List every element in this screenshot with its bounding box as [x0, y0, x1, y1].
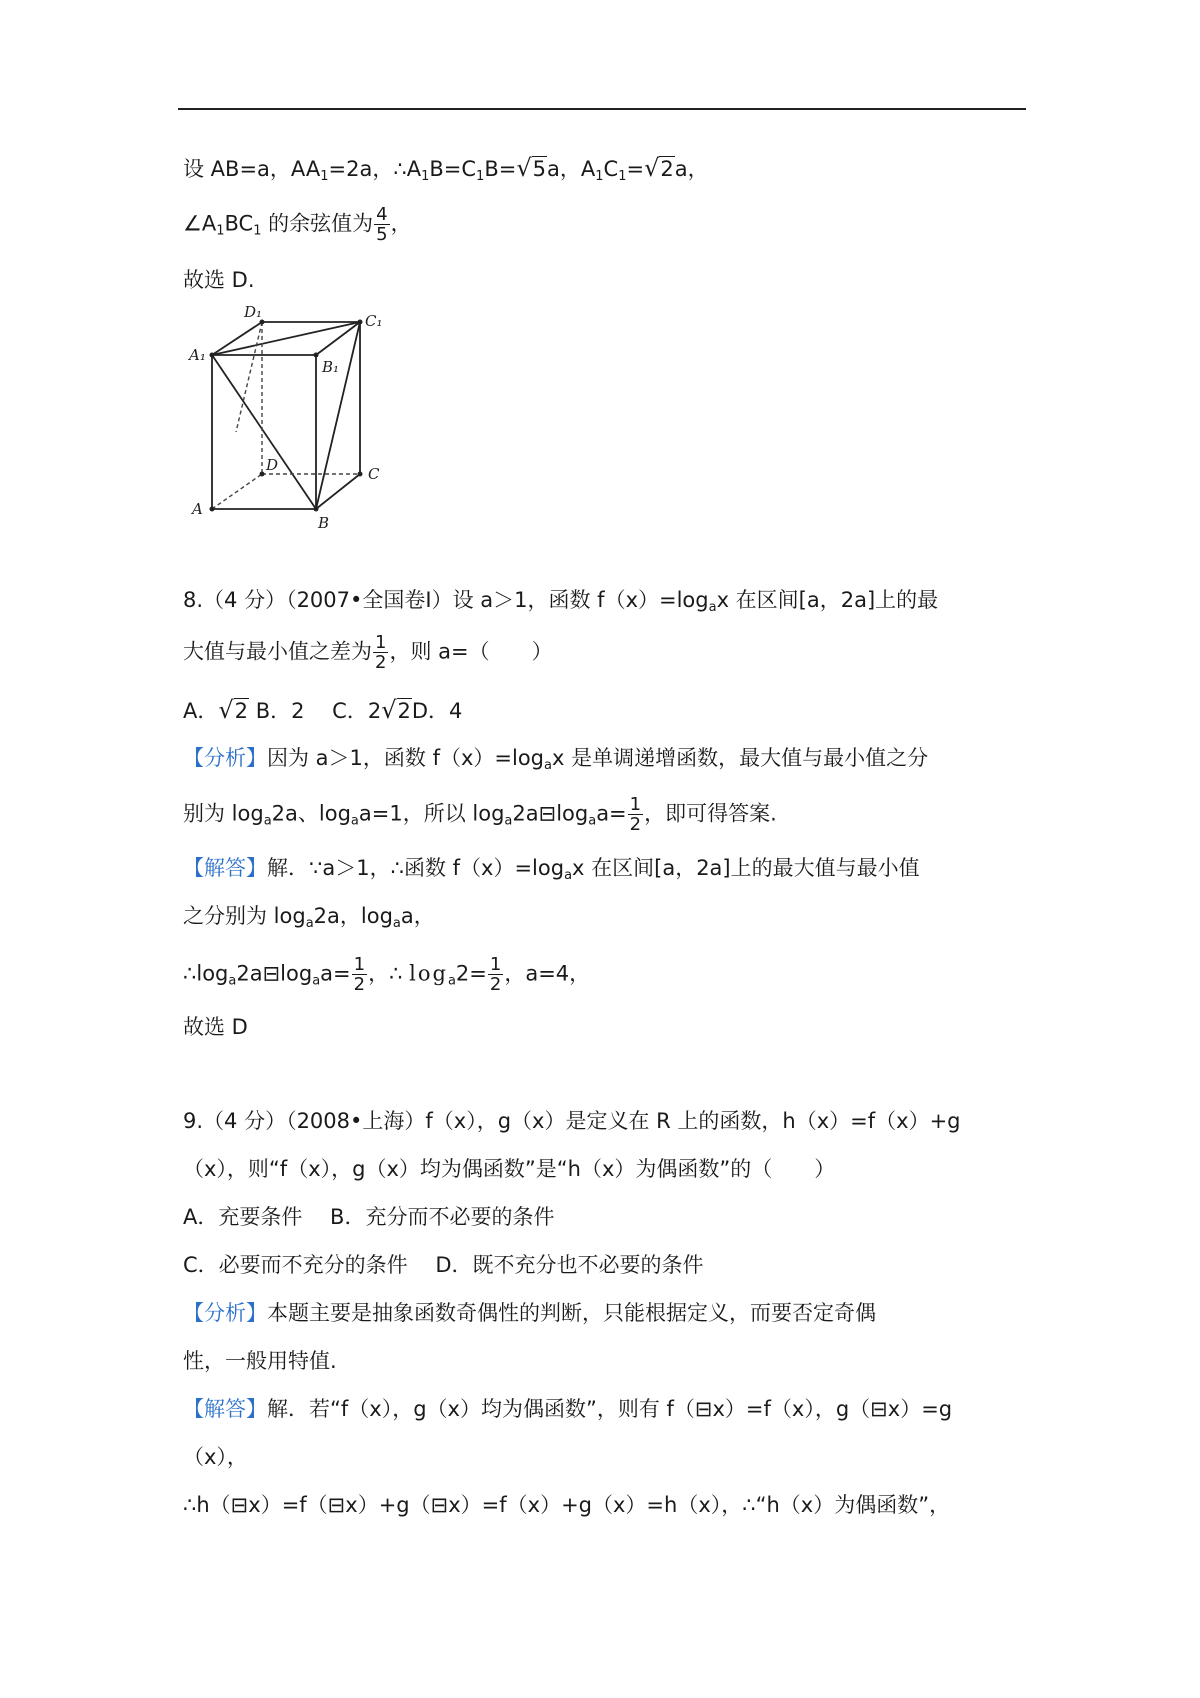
answer-tag: 【解答】	[183, 856, 267, 880]
analysis-tag: 【分析】	[183, 1301, 267, 1325]
q9-stem-line-2: （x），则“f（x），g（x）均为偶函数”是“h（x）为偶函数”的（ ）	[183, 1157, 836, 1181]
q9-answer-line-1: 【解答】解．若“f（x），g（x）均为偶函数”，则有 f（⊟x）=f（x），g（⊟x）=g	[183, 1397, 953, 1421]
q9-options-ab: A．充要条件 B．充分而不必要的条件	[183, 1205, 555, 1229]
label-D: D	[266, 456, 279, 474]
label-A1: A₁	[189, 346, 206, 364]
label-C: C	[368, 465, 380, 483]
q9-stem-line-1: 9.（4 分）（2008•上海）f（x），g（x）是定义在 R 上的函数，h（x）=f（x）+g	[183, 1109, 961, 1133]
header-rule	[178, 108, 1026, 110]
label-A: A	[192, 500, 203, 518]
q9-answer-line-2: （x），	[183, 1445, 248, 1469]
label-D1: D₁	[244, 303, 263, 321]
label-C1: C₁	[365, 312, 383, 330]
q8-answer-line-2: 之分别为 $\log_a2a$，$\log_aa$，	[183, 904, 435, 931]
fraction-4-5: $\frac{4}{5}$	[376, 204, 388, 245]
sqrt-5: √5	[516, 154, 546, 182]
sqrt-2: √2	[644, 154, 674, 182]
q8-stem-line-2: 大值与最小值之差为 $\frac{1}{2}$ ，则 a=（ ）	[183, 632, 553, 673]
prism-diagram	[184, 302, 394, 532]
analysis-tag: 【分析】	[183, 746, 267, 770]
q9-options-cd: C．必要而不充分的条件 D．既不充分也不必要的条件	[183, 1253, 704, 1277]
q7-solution-line-1: 设 AB=a，$AA_1=2a$，$\therefore A_1B=C_1B=√5a$，$A_1C_1=√2a$，	[183, 154, 709, 184]
q9-analysis-line-1: 【分析】本题主要是抽象函数奇偶性的判断，只能根据定义，而要否定奇偶	[183, 1301, 876, 1325]
label-B: B	[318, 514, 330, 532]
q8-analysis-line-1: 【分析】因为 a＞1，函数 $f(x)=\log_ax$ 是单调递增函数，最大值与最小值之分	[183, 746, 929, 773]
q7-choice-line: 故选 D.	[183, 268, 255, 292]
answer-tag: 【解答】	[183, 1397, 267, 1421]
q8-stem-line-1: 8.（4 分）（2007•全国卷Ⅰ）设 a＞1，函数 $f(x)=\log_ax$ 在区间[a，2a]上的最	[183, 588, 939, 615]
q8-answer-line-1: 【解答】解．∵a＞1，∴函数 $f(x)=\log_ax$ 在区间[a，2a]上的最大值与最小值	[183, 856, 920, 883]
q8-options: A．√2 B．2 C．2√2D．4	[183, 696, 463, 724]
label-B1: B₁	[322, 358, 340, 376]
q8-answer-line-3: $\therefore\log_a2a⊟\log_aa=$ $\frac{1}{2}$ ，∴ $\log_a2=$ $\frac{1}{2}$ ，a=4，	[183, 954, 591, 995]
q9-analysis-line-2: 性，一般用特值.	[183, 1349, 337, 1373]
q9-answer-line-3: ∴h（⊟x）=f（⊟x）+g（⊟x）=f（x）+g（x）=h（x），∴“h（x）为偶函数”，	[183, 1493, 951, 1517]
q8-analysis-line-2: 别为 $\log_a2a$、$\log_aa=1$，所以 $\log_a2a⊟\log_aa=$ $\frac{1}{2}$ ，即可得答案.	[183, 794, 777, 835]
q7-solution-line-2: $\angle A_1BC_1$ 的余弦值为 $\frac{4}{5}$ ，	[183, 204, 412, 245]
fraction-1-2: $\frac{1}{2}$	[375, 632, 387, 673]
q8-answer-choice: 故选 D	[183, 1015, 248, 1039]
